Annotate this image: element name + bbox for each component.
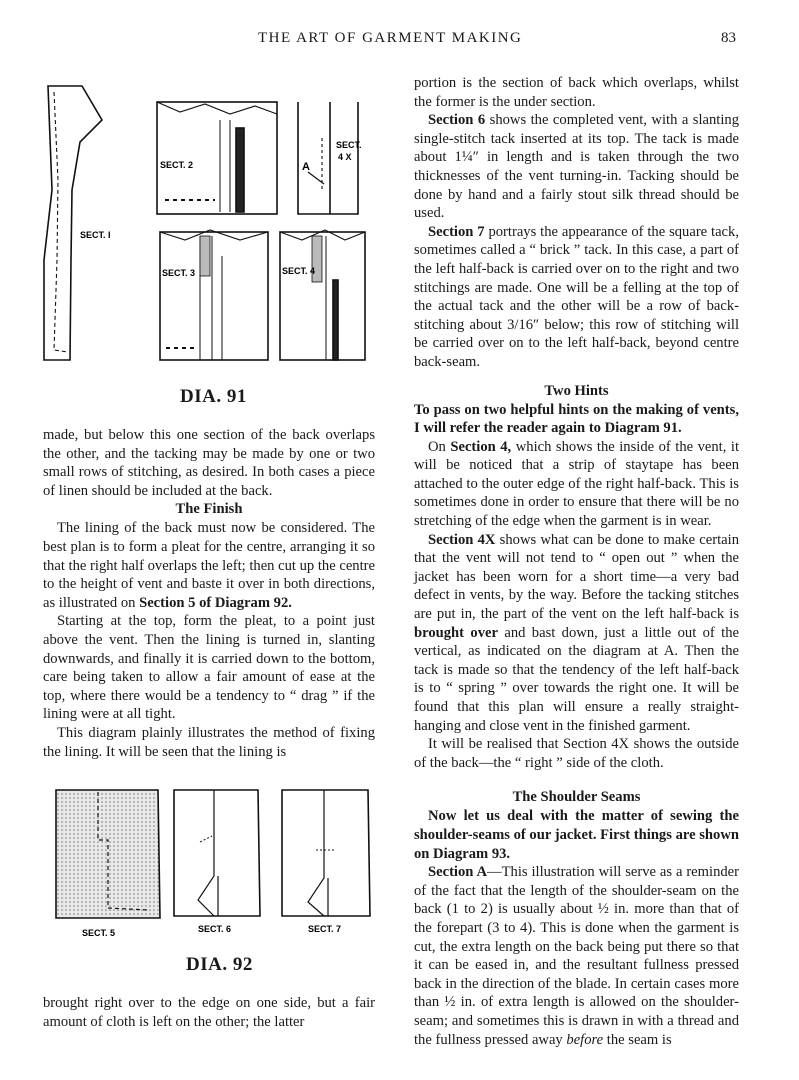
para-finish-1: The lining of the back must now be considered. The best plan is to form a pleat for the centre, arranging it so that the right half overlaps the left; then cut up the centre to the height of vent and baste it over in both directions, as illustrated on Section 5 of Diagram 92. — [43, 520, 375, 611]
caption-dia92: DIA. 92 — [186, 954, 253, 975]
label-sect5: SECT. 5 — [82, 928, 116, 938]
para-cont: portion is the section of back which overlaps, whilst the former is the under section. — [414, 75, 739, 110]
para-realised: It will be realised that Section 4X shows the outside of the back—the “ right ” side of the cloth. — [414, 736, 739, 771]
para-continued: made, but below this one section of the back overlaps the other, and the tacking may be made by one or two small rows of stitching, as desired. In both cases a piece of linen should be included at the back. — [43, 427, 375, 499]
diagram-91 — [40, 80, 380, 380]
label-point-a: A — [302, 161, 310, 173]
sect3-panel — [160, 232, 268, 360]
label-sect4x-1: SECT. — [336, 140, 362, 150]
running-title: THE ART OF GARMENT MAKING — [258, 30, 523, 46]
para-section-4: On Section 4, which shows the inside of the vent, it will be noticed that a strip of staytape has been attached to the outer edge of the right half-back. This is sometimes done in order to ensure that there will be no stretching of the edge when the garment is in wear. — [414, 438, 739, 530]
heading-two-hints: Two Hints — [544, 382, 609, 399]
right-column — [414, 74, 739, 1049]
sect4-panel — [280, 232, 365, 360]
label-sect1: SECT. I — [80, 230, 111, 240]
para-hints-intro: To pass on two helpful hints on the making of vents, I will refer the reader again to Diagram 91. — [414, 401, 739, 437]
para-shoulder-intro: Now let us deal with the matter of sewing the shoulder-seams of our jacket. First things are shown on Diagram 93. — [414, 808, 739, 862]
label-sect6: SECT. 6 — [198, 924, 232, 934]
para-finish-2: Starting at the top, form the pleat, to a point just above the vent. Then the lining is turned in, slanting downwards, and finally it is carried down to the bottom, care being taken to allow a fair amount of ease at the top, where there would be a tendency to “ drag ” if the lining were at all tight. — [43, 613, 375, 723]
diagram-92 — [48, 780, 378, 940]
para-section-7: Section 7 portrays the appearance of the square tack, sometimes called a “ brick ” tack. In this case, a part of the left half-back is carried over on to the right and two stitchings are made. One will be a felling at the top of the actual tack and the other will be a row of back-stitching about 3/16″ below; this row of stitching will be carried over on to the left half-back, beyond centre back-seam. — [414, 223, 739, 370]
para-finish-3: This diagram plainly illustrates the method of fixing the lining. It will be seen that the lining is — [43, 724, 375, 760]
left-column-top — [43, 426, 375, 761]
label-sect2: SECT. 2 — [160, 160, 194, 170]
label-sect4x-2: 4 X — [338, 152, 352, 162]
heading-the-finish: The Finish — [175, 501, 243, 518]
para-section-a: Section A—This illustration will serve as a reminder of the fact that the length of the shoulder-seam on the back (1 to 2) is usually about ½ in. more than that of the forepart (3 to 4). This is done when the garment is cut, the extra length on the back being put there so that it can be eased in, and the resultant fullness pressed back in the direction of the blade. In certain cases more than ½ in. of extra length is allowed on the shoulder-seam; and sometimes this is drawn in with a thread and the fullness pressed away before the seam is — [414, 864, 739, 1048]
label-sect7: SECT. 7 — [308, 924, 342, 934]
page-header — [0, 30, 799, 54]
heading-shoulder-seams: The Shoulder Seams — [512, 789, 641, 806]
para-section-4x: Section 4X shows what can be done to make certain that the vent will not tend to “ open out ” when the jacket has been worn for a short time—a very bad defect in vents, by the way. Before the tacking stitches are put in, the part of the vent on the left half-back is brought over and bast down, just a little out of the vertical, as indicated on the diagram at A. Then the tack is made so that the tendency of the left half-back is to “ spring ” over towards the right one. It will be found that this plan will ensure a really straight-hanging and close vent in the finished garment. — [414, 531, 740, 734]
sect2-panel — [157, 102, 277, 214]
left-column-bottom — [43, 994, 375, 1031]
para-section-6: Section 6 shows the completed vent, with a slanting single-stitch tack inserted at its top. The tack is made about 1¼″ in length and is taken through the two thicknesses of the vent turning-in. Tacking should be done by hand and a fairly stout silk thread should be used. — [414, 112, 739, 222]
sect1-panel — [44, 86, 102, 360]
sect6-panel — [174, 790, 260, 916]
sect7-panel — [282, 790, 370, 916]
caption-dia91: DIA. 91 — [180, 386, 247, 407]
label-sect3: SECT. 3 — [162, 268, 196, 278]
label-sect4: SECT. 4 — [282, 266, 316, 276]
para-bottom: brought right over to the edge on one side, but a fair amount of cloth is left on the other; the latter — [43, 995, 375, 1030]
page-number: 83 — [721, 30, 736, 46]
